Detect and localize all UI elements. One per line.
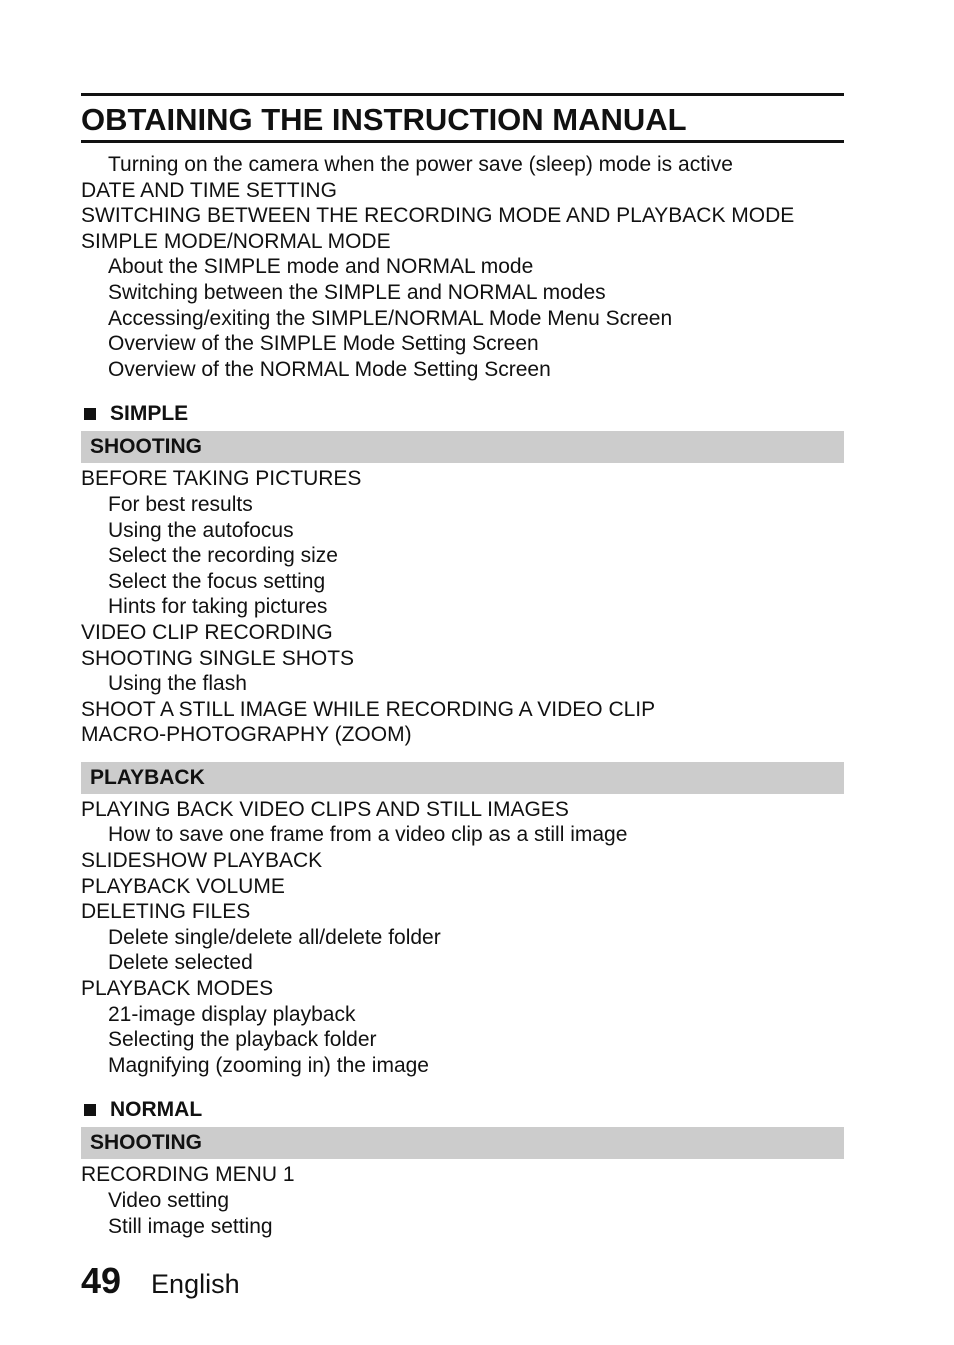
- subtopic-item: Magnifying (zooming in) the image: [108, 1053, 429, 1077]
- subtopic-item: Turning on the camera when the power save (sleep) mode is active: [108, 153, 733, 176]
- topic-item: SHOOT A STILL IMAGE WHILE RECORDING A VIDEO CLIP: [81, 697, 656, 721]
- subtopic-item: Using the autofocus: [108, 518, 294, 542]
- topic-item: VIDEO CLIP RECORDING: [81, 620, 333, 644]
- subtopic-item: Select the focus setting: [108, 569, 326, 593]
- normal-shooting-list: [81, 1162, 844, 1239]
- simple-playback-list: [81, 797, 844, 1079]
- subtopic-item: Selecting the playback folder: [108, 1028, 377, 1052]
- topic-item: DELETING FILES: [81, 900, 251, 924]
- intro-list: [81, 152, 844, 382]
- topic-item: DATE AND TIME SETTING: [81, 178, 337, 202]
- subtopic-item: Switching between the SIMPLE and NORMAL modes: [108, 280, 606, 304]
- section-simple-label: SIMPLE: [110, 402, 189, 426]
- subtopic-item: Accessing/exiting the SIMPLE/NORMAL Mode Menu Screen: [108, 306, 673, 330]
- simple-playback-heading: PLAYBACK: [81, 762, 844, 794]
- subtopic-item: Still image setting: [108, 1214, 273, 1238]
- subtopic-item: Select the recording size: [108, 544, 338, 568]
- title-bar: [81, 93, 844, 143]
- subtopic-item: 21-image display playback: [108, 1002, 356, 1026]
- language-label: English: [151, 1269, 240, 1299]
- topic-item: SWITCHING BETWEEN THE RECORDING MODE AND PLAYBACK MODE: [81, 204, 795, 228]
- section-normal: [81, 1097, 844, 1122]
- subtopic-item: Using the flash: [108, 672, 247, 696]
- subtopic-item: Delete single/delete all/delete folder: [108, 925, 441, 949]
- topic-item: SIMPLE MODE/NORMAL MODE: [81, 229, 391, 253]
- subtopic-item: About the SIMPLE mode and NORMAL mode: [108, 255, 534, 279]
- subtopic-item: Overview of the NORMAL Mode Setting Screen: [108, 357, 551, 381]
- section-simple: [81, 401, 844, 426]
- simple-shooting-heading: SHOOTING: [81, 431, 844, 463]
- page-number: 49: [81, 1260, 122, 1301]
- topic-item: BEFORE TAKING PICTURES: [81, 467, 362, 491]
- topic-item: MACRO-PHOTOGRAPHY (ZOOM): [81, 723, 412, 747]
- page-title: OBTAINING THE INSTRUCTION MANUAL: [81, 102, 687, 137]
- topic-item: PLAYBACK VOLUME: [81, 874, 285, 898]
- topic-item: SHOOTING SINGLE SHOTS: [81, 646, 355, 670]
- subtopic-item: Video setting: [108, 1189, 230, 1212]
- page-footer: [81, 1261, 240, 1301]
- subtopic-item: Hints for taking pictures: [108, 595, 328, 619]
- simple-shooting-list: [81, 466, 844, 748]
- topic-item: PLAYBACK MODES: [81, 977, 274, 1001]
- topic-item: PLAYING BACK VIDEO CLIPS AND STILL IMAGES: [81, 797, 569, 821]
- topic-item: RECORDING MENU 1: [81, 1163, 295, 1187]
- subtopic-item: For best results: [108, 492, 253, 516]
- subtopic-item: Overview of the SIMPLE Mode Setting Screen: [108, 332, 539, 356]
- subtopic-item: How to save one frame from a video clip as a still image: [108, 823, 628, 847]
- normal-shooting-heading: SHOOTING: [81, 1127, 844, 1159]
- topic-item: SLIDESHOW PLAYBACK: [81, 849, 323, 873]
- square-bullet-icon: [84, 408, 96, 420]
- subtopic-item: Delete selected: [108, 951, 253, 975]
- square-bullet-icon: [84, 1104, 96, 1116]
- section-normal-label: NORMAL: [110, 1098, 203, 1122]
- manual-page: [81, 93, 844, 1239]
